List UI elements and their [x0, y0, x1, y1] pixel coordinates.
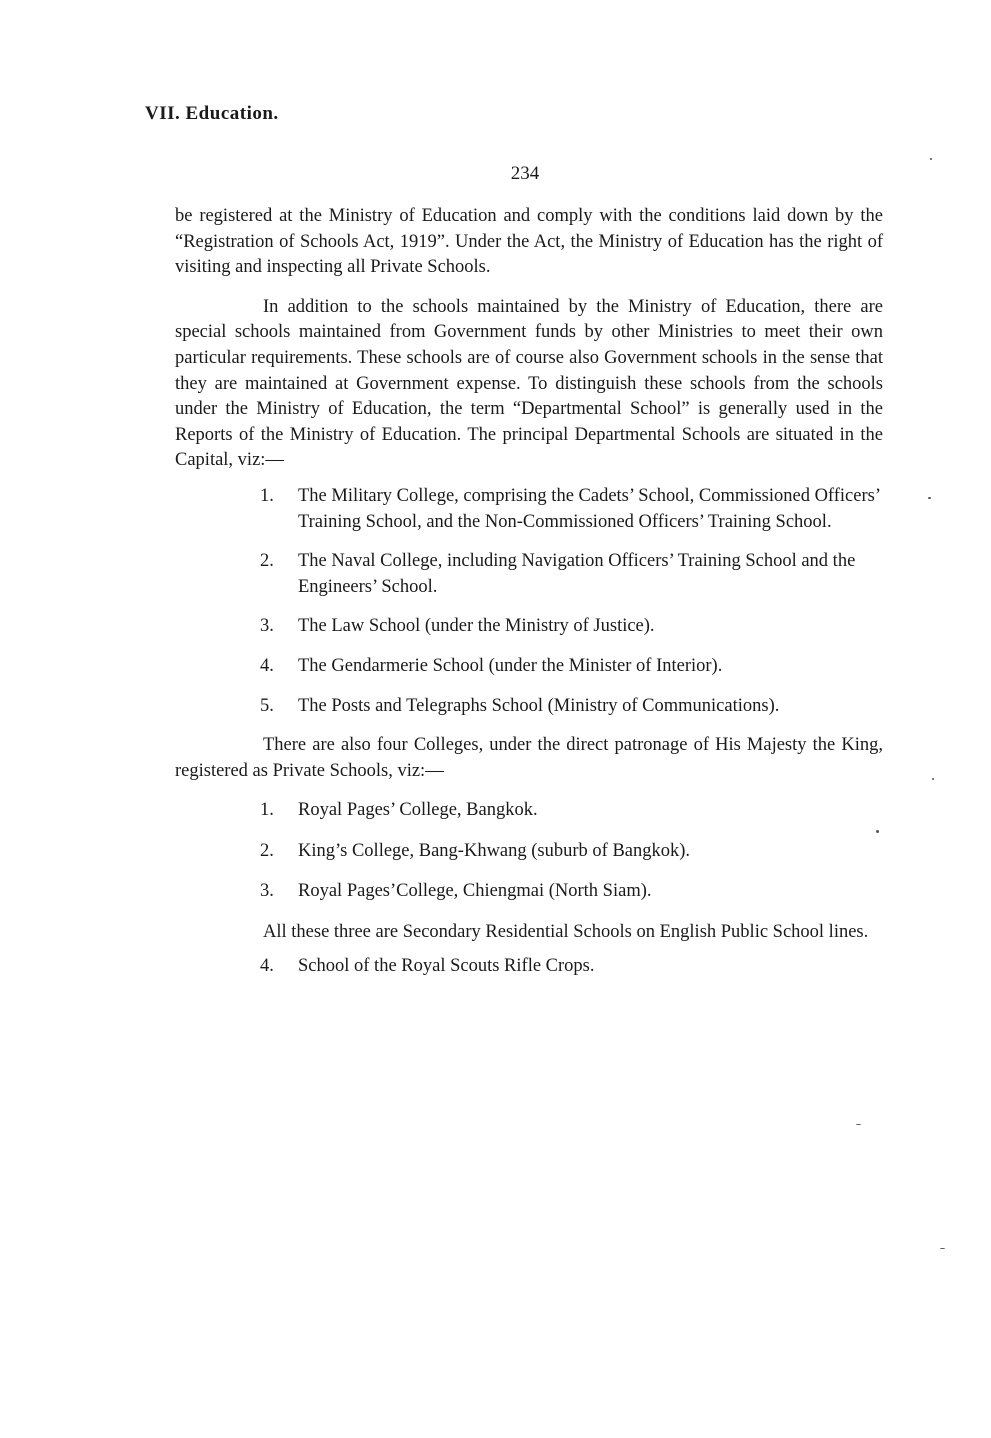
list-number: 3.	[260, 616, 274, 637]
list-item	[175, 839, 883, 865]
list-item	[175, 694, 883, 720]
list-item	[175, 879, 883, 905]
scan-speck	[940, 1248, 945, 1249]
list-item	[175, 954, 883, 980]
list-number: 3.	[260, 881, 274, 902]
list-number: 1.	[260, 485, 274, 506]
list-number: 1.	[260, 800, 274, 821]
paragraph-registration: be registered at the Ministry of Education and comply with the conditions laid down by the “Registration of Schools Act, 1919”. Under the Act, the Ministry of Education has the right of visiting and inspecting all Private Schools.	[175, 206, 883, 278]
scan-speck	[856, 1124, 861, 1125]
scan-speck	[928, 497, 931, 499]
list-item	[175, 654, 883, 680]
list-text: The Gendarmerie School (under the Minister of Interior).	[298, 655, 723, 676]
scan-speck	[876, 830, 879, 833]
list-number: 2.	[260, 551, 274, 572]
list-text: The Posts and Telegraphs School (Ministry of Communications).	[298, 695, 780, 716]
list-text: School of the Royal Scouts Rifle Crops.	[298, 955, 595, 976]
scan-speck	[930, 158, 932, 160]
section-header: VII. Education.	[145, 103, 279, 124]
list-item	[175, 484, 883, 535]
list-text: Royal Pages’ College, Bangkok.	[298, 800, 538, 821]
paragraph-departmental-schools: In addition to the schools maintained by the Ministry of Education, there are special schools maintained from Government funds by other Ministries to meet their own particular requirements. These schools are of course also Government schools in the sense that they are maintained at Government expense. To distinguish these schools from the schools under the Ministry of Education, the term “Departmental School” is generally used in the Reports of the Ministry of Education. The principal Departmental Schools are situated in the Capital, viz:—	[175, 296, 883, 471]
list-text: The Law School (under the Ministry of Justice).	[298, 616, 655, 637]
list-number: 4.	[260, 655, 274, 676]
list-number: 5.	[260, 695, 274, 716]
list-text: The Military College, comprising the Cadets’ School, Commissioned Officers’ Training School, and the Non-Commissioned Officers’ Training School.	[298, 485, 880, 532]
page-number: 234	[510, 163, 540, 184]
list-number: 2.	[260, 840, 274, 861]
paragraph-royal-colleges: There are also four Colleges, under the direct patronage of His Majesty the King, registered as Private Schools, viz:—	[175, 735, 883, 781]
paragraph-secondary-schools: All these three are Secondary Residential Schools on English Public School lines.	[263, 922, 869, 943]
royal-colleges-list	[175, 798, 883, 905]
list-text: The Naval College, including Navigation Officers’ Training School and the Engineers’ School.	[298, 551, 856, 597]
scan-speck	[932, 778, 934, 780]
departmental-schools-list	[175, 484, 883, 719]
list-number: 4.	[260, 955, 274, 976]
list-text: Royal Pages’College, Chiengmai (North Siam).	[298, 881, 652, 902]
list-item	[175, 549, 883, 600]
royal-colleges-list-continued	[175, 954, 883, 980]
list-item	[175, 614, 883, 640]
list-text: King’s College, Bang-Khwang (suburb of Bangkok).	[298, 840, 691, 861]
page-body	[175, 204, 883, 993]
list-item	[175, 798, 883, 824]
